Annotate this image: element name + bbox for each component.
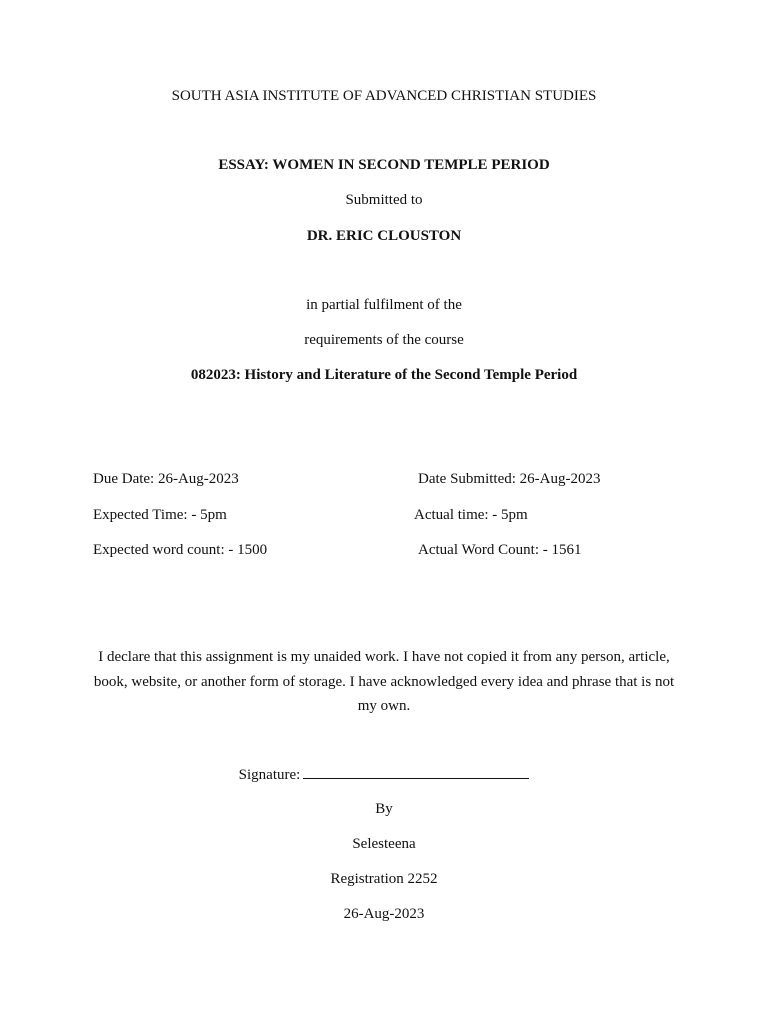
author-name: Selesteena: [352, 836, 416, 852]
professor-name: DR. ERIC CLOUSTON: [306, 228, 462, 244]
by-label: By: [375, 801, 393, 817]
signature-line: [303, 764, 529, 779]
signature-label: Signature:: [238, 767, 301, 783]
course-title: 082023: History and Literature of the Second Temple Period: [190, 367, 578, 383]
submission-date: 26-Aug-2023: [343, 906, 425, 922]
date-submitted: Date Submitted: 26-Aug-2023: [418, 471, 601, 487]
signature-row: [0, 764, 768, 785]
institute-name: SOUTH ASIA INSTITUTE OF ADVANCED CHRISTIAN STUDIES: [171, 88, 597, 104]
essay-title: ESSAY: WOMEN IN SECOND TEMPLE PERIOD: [218, 157, 550, 173]
actual-time: Actual time: - 5pm: [414, 507, 528, 523]
fulfilment-line-1: in partial fulfilment of the: [306, 297, 462, 313]
expected-word-count: Expected word count: - 1500: [93, 542, 268, 558]
submitted-to-label: Submitted to: [345, 192, 423, 208]
due-date: Due Date: 26-Aug-2023: [93, 471, 239, 487]
expected-time: Expected Time: - 5pm: [93, 507, 227, 523]
fulfilment-line-2: requirements of the course: [304, 332, 464, 348]
declaration-paragraph: I declare that this assignment is my unaided work. I have not copied it from any person, article, book, website, or another form of storage. I have acknowledged every idea and phrase that is not my own.: [93, 649, 675, 714]
registration-number: Registration 2252: [330, 871, 438, 887]
actual-word-count: Actual Word Count: - 1561: [418, 542, 582, 558]
